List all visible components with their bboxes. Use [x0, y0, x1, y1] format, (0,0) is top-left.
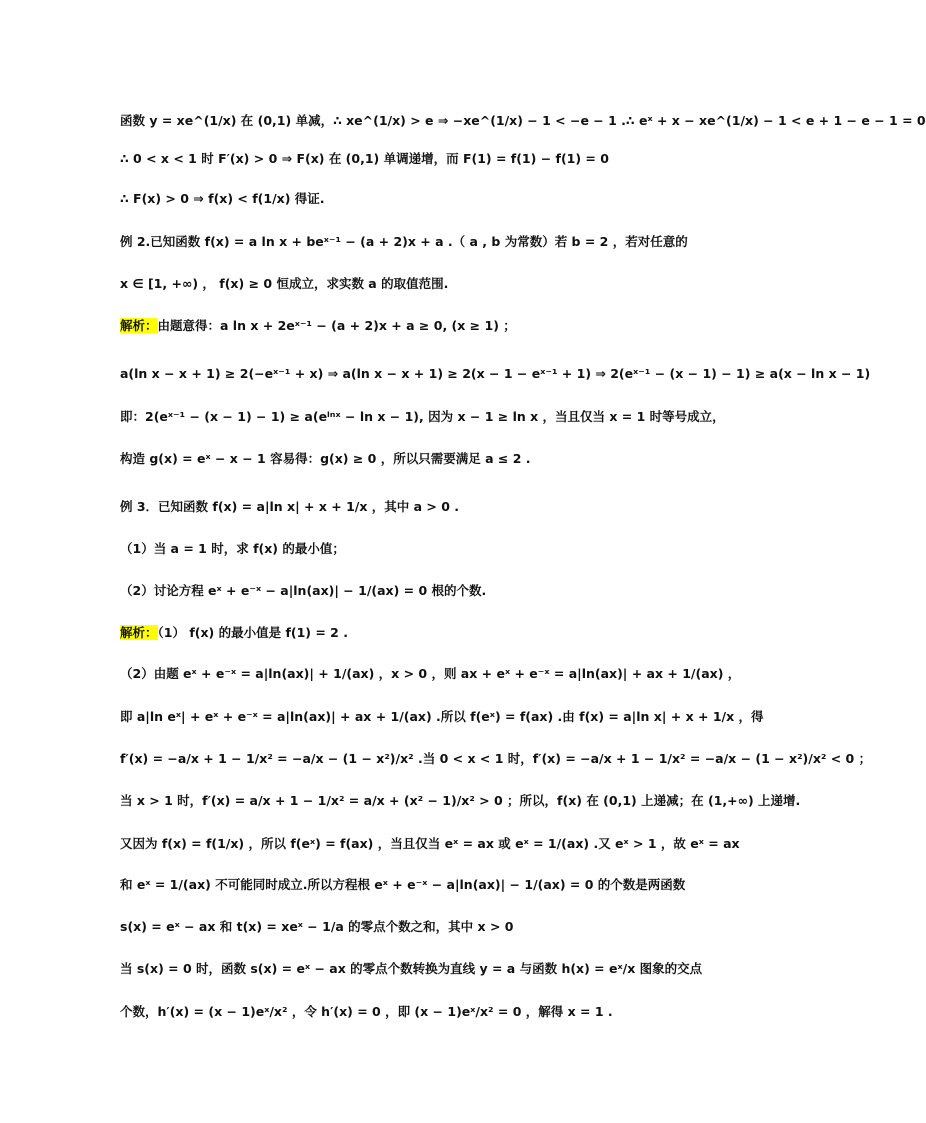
text-line-15: 即 a|ln eˣ| + eˣ + e⁻ˣ = a|ln(ax)| + ax + 1/(ax) .所以 f(eˣ) = f(ax) .由 f(x) = a|ln x| + x + 1/x ，得: [120, 709, 764, 724]
text-line-14: （2）由题 eˣ + e⁻ˣ = a|ln(ax)| + 1/(ax) ，x > 0 ，则 ax + eˣ + e⁻ˣ = a|ln(ax)| + ax + 1/(ax) ，: [120, 666, 741, 681]
text-line-7: a(ln x − x + 1) ≥ 2(−eˣ⁻¹ + x) ⇒ a(ln x − x + 1) ≥ 2(x − 1 − eˣ⁻¹ + 1) ⇒ 2(eˣ⁻¹ − (x − 1) − 1) ≥ a(x − ln x − 1): [120, 366, 871, 381]
text-line-2: ∴ 0 < x < 1 时 F′(x) > 0 ⇒ F(x) 在 (0,1) 单调递增，而 F(1) = f(1) − f(1) = 0: [120, 151, 609, 166]
solution-label: 解析：: [120, 318, 158, 333]
text-line-18: 又因为 f(x) = f(1/x) ，所以 f(eˣ) = f(ax) ，当且仅当 eˣ = ax 或 eˣ = 1/(ax) .又 eˣ > 1 ，故 eˣ = ax: [120, 836, 740, 851]
text-line-20: s(x) = eˣ − ax 和 t(x) = xeˣ − 1/a 的零点个数之和，其中 x > 0: [120, 919, 514, 934]
text-line-19: 和 eˣ = 1/(ax) 不可能同时成立.所以方程根 eˣ + e⁻ˣ − a|ln(ax)| − 1/(ax) = 0 的个数是两函数: [120, 877, 686, 892]
solution-line-ex3: 解析：（1） f(x) 的最小值是 f(1) = 2 .: [120, 625, 348, 640]
text-line-1: 函数 y = xe^(1/x) 在 (0,1) 单减，∴ xe^(1/x) > e ⇒ −xe^(1/x) − 1 < −e − 1 .∴ eˣ + x − xe^(1/x) − 1 < e + 1 − e − 1 = 0: [120, 113, 926, 128]
solution-line-ex2: 解析：由题意得：a ln x + 2eˣ⁻¹ − (a + 2)x + a ≥ 0, (x ≥ 1) ；: [120, 318, 516, 333]
text-line-17: 当 x > 1 时，f′(x) = a/x + 1 − 1/x² = a/x + (x² − 1)/x² > 0 ；所以，f(x) 在 (0,1) 上递减；在 (1,+∞) 上递增.: [120, 793, 801, 808]
text-line-22: 个数，h′(x) = (x − 1)eˣ/x² ，令 h′(x) = 0 ，即 (x − 1)eˣ/x² = 0 ，解得 x = 1 .: [120, 1004, 613, 1019]
text-line-5: x ∈ [1, +∞) ， f(x) ≥ 0 恒成立，求实数 a 的取值范围.: [120, 276, 449, 291]
solution-label: 解析：: [120, 625, 158, 640]
text-line-16: f′(x) = −a/x + 1 − 1/x² = −a/x − (1 − x²)/x² .当 0 < x < 1 时，f′(x) = −a/x + 1 − 1/x² = −a/x − (1 − x²)/x² < 0 ；: [120, 751, 872, 766]
example-3-heading: 例 3．已知函数 f(x) = a|ln x| + x + 1/x ，其中 a > 0 .: [120, 499, 460, 514]
text-line-12: （2）讨论方程 eˣ + e⁻ˣ − a|ln(ax)| − 1/(ax) = 0 根的个数.: [120, 583, 487, 598]
text-line-8: 即：2(eˣ⁻¹ − (x − 1) − 1) ≥ a(eˡⁿˣ − ln x − 1), 因为 x − 1 ≥ ln x ，当且仅当 x = 1 时等号成立，: [120, 409, 725, 424]
text-line-9: 构造 g(x) = eˣ − x − 1 容易得：g(x) ≥ 0 ，所以只需要满足 a ≤ 2 .: [120, 451, 531, 466]
text-line-3: ∴ F(x) > 0 ⇒ f(x) < f(1/x) 得证.: [120, 191, 325, 206]
text-line-21: 当 s(x) = 0 时，函数 s(x) = eˣ − ax 的零点个数转换为直线 y = a 与函数 h(x) = eˣ/x 图象的交点: [120, 961, 703, 976]
example-2-heading: 例 2.已知函数 f(x) = a ln x + beˣ⁻¹ − (a + 2)x + a .（ a , b 为常数）若 b = 2 ，若对任意的: [120, 234, 688, 249]
text-line-11: （1）当 a = 1 时，求 f(x) 的最小值；: [120, 541, 345, 556]
